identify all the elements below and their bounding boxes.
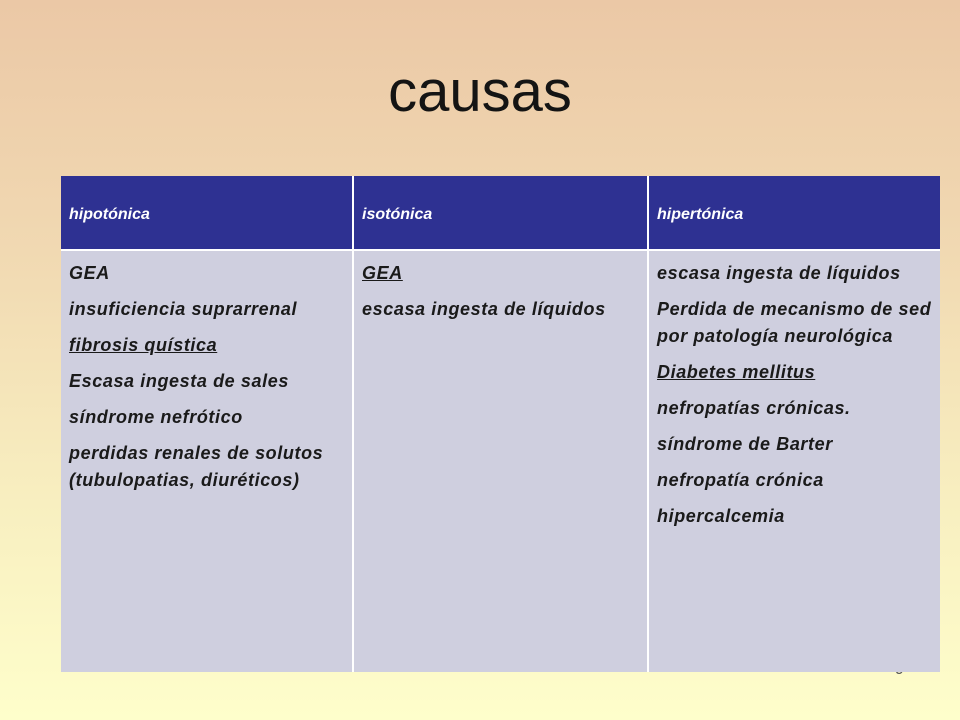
- list-item: escasa ingesta de líquidos: [362, 299, 606, 319]
- list-item: fibrosis quística: [69, 335, 218, 355]
- list-item: síndrome nefrótico: [69, 407, 243, 427]
- list-item: síndrome de Barter: [657, 434, 833, 454]
- cell-hipertonica: [649, 251, 940, 672]
- slide-title: causas: [388, 59, 572, 124]
- list-item: GEA: [362, 263, 403, 283]
- list-item: GEA: [69, 263, 110, 283]
- list-item: perdidas renales de solutos (tubulopatias, diuréticos): [69, 443, 324, 490]
- list-item: escasa ingesta de líquidos: [657, 263, 901, 283]
- header-hipertonica: hipertónica: [649, 176, 940, 249]
- list-item: Escasa ingesta de sales: [69, 371, 289, 391]
- list-item: hipercalcemia: [657, 506, 785, 526]
- header-isotonica: isotónica: [354, 176, 647, 249]
- list-item: Diabetes mellitus: [657, 362, 816, 382]
- list-item: insuficiencia suprarrenal: [69, 299, 298, 319]
- causes-table: [61, 176, 940, 672]
- cell-isotonica: [354, 251, 647, 672]
- list-item: nefropatías crónicas.: [657, 398, 851, 418]
- cell-hipotonica: [61, 251, 352, 672]
- list-item: Perdida de mecanismo de sed por patología neurológica: [657, 299, 932, 346]
- list-item: nefropatía crónica: [657, 470, 824, 490]
- header-hipotonica: hipotónica: [61, 176, 352, 249]
